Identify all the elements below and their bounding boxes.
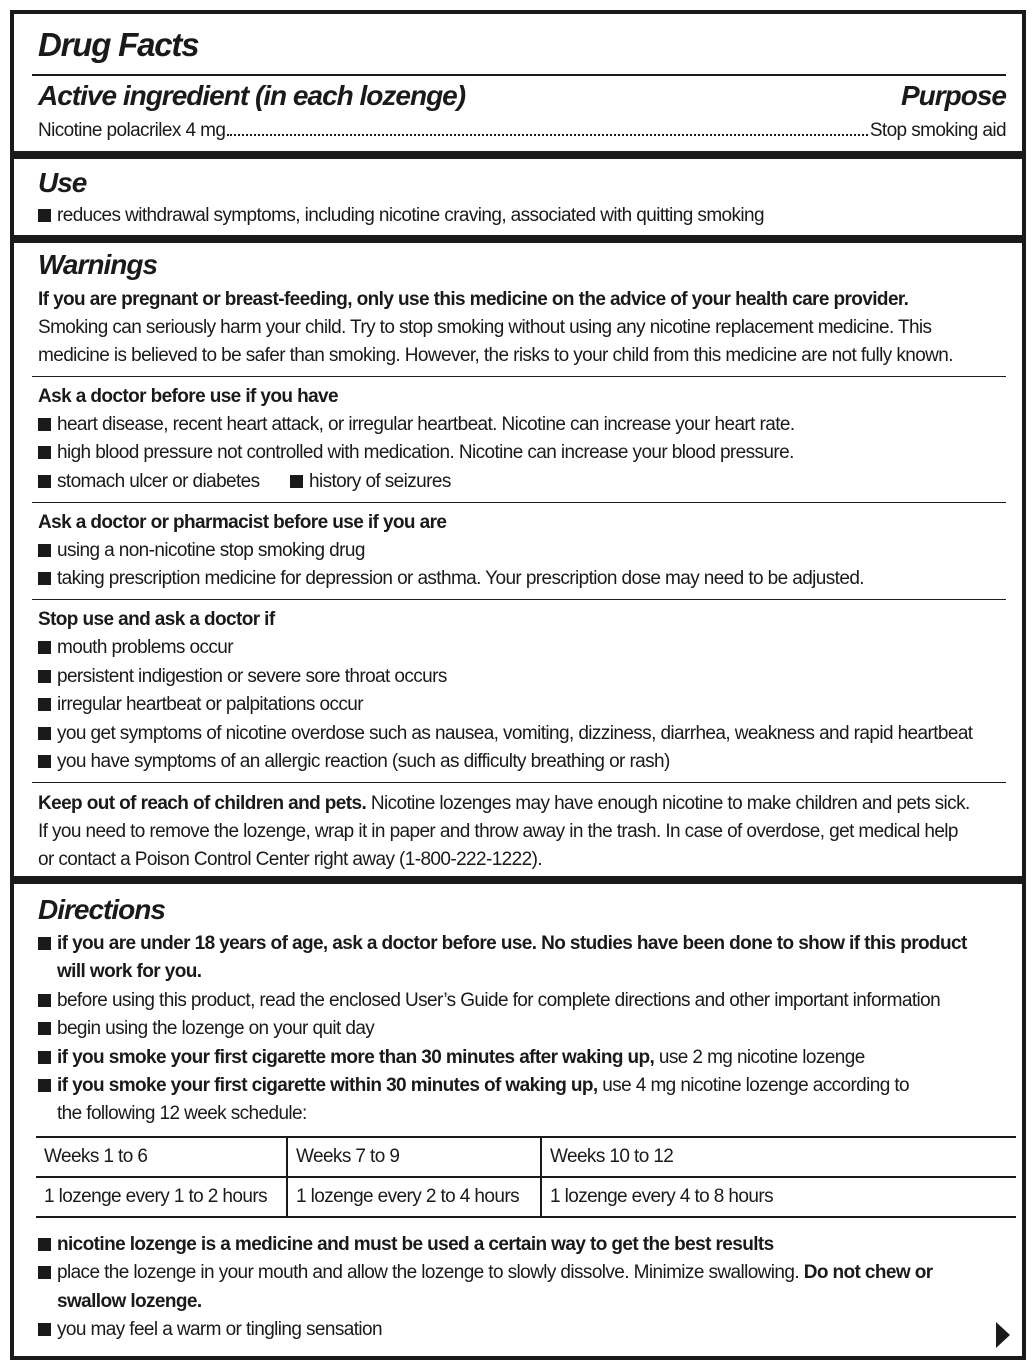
purpose-heading: Purpose (900, 80, 1006, 111)
bullet-square-icon (38, 1051, 51, 1064)
ask-pharmacist-heading: Ask a doctor or pharmacist before use if you are (38, 512, 447, 533)
pregnancy-warning-text: medicine is believed to be safer than smoking. However, the risks to your child from this medicine are not fully known. (38, 345, 953, 366)
pregnancy-warning-bold: If you are pregnant or breast-feeding, only use this medicine on the advice of your health care provider. (38, 289, 909, 310)
continue-arrow-icon (996, 1322, 1010, 1348)
list-item: mouth problems occur (38, 637, 1006, 659)
bullet-square-icon (38, 418, 51, 431)
bullet-square-icon (38, 994, 51, 1007)
bullet-square-icon (38, 1022, 51, 1035)
divider (32, 599, 1006, 600)
list-item: irregular heartbeat or palpitations occur (38, 694, 1006, 716)
keep-out-text: If you need to remove the lozenge, wrap it in paper and throw away in the trash. In case of overdose, get medical help (38, 821, 958, 842)
divider (32, 502, 1006, 503)
bullet-square-icon (38, 1238, 51, 1251)
list-item: persistent indigestion or severe sore throat occurs (38, 666, 1006, 688)
table-header-cell: Weeks 7 to 9 (287, 1137, 541, 1177)
warnings-heading: Warnings (38, 249, 158, 280)
bullet-square-icon (38, 446, 51, 459)
stop-use-heading: Stop use and ask a doctor if (38, 609, 275, 630)
bullet-square-icon (38, 937, 51, 950)
keep-out-text: or contact a Poison Control Center right away (1-800-222-1222). (38, 849, 542, 870)
table-header-cell: Weeks 1 to 6 (36, 1137, 287, 1177)
list-item: begin using the lozenge on your quit day (38, 1018, 1006, 1040)
table-cell: 1 lozenge every 1 to 2 hours (36, 1177, 287, 1217)
bullet-square-icon (38, 1079, 51, 1092)
use-item: reduces withdrawal symptoms, including nicotine craving, associated with quitting smoking (38, 205, 1006, 227)
drug-facts-label (10, 10, 1026, 1360)
list-item: place the lozenge in your mouth and allow the lozenge to slowly dissolve. Minimize swallowing. Do not chew or (38, 1262, 1006, 1284)
bullet-square-icon (38, 475, 51, 488)
list-item: high blood pressure not controlled with medication. Nicotine can increase your blood pressure. (38, 442, 1006, 464)
table-row (36, 1137, 1016, 1177)
list-item: heart disease, recent heart attack, or irregular heartbeat. Nicotine can increase your heart rate. (38, 414, 1006, 436)
bullet-square-icon (38, 544, 51, 557)
list-item: history of seizures (290, 471, 1006, 493)
dot-leader (227, 120, 868, 136)
bullet-square-icon (38, 641, 51, 654)
list-item-continued: the following 12 week schedule: (57, 1103, 307, 1124)
bullet-square-icon (38, 572, 51, 585)
ingredient-row (38, 120, 1006, 142)
ingredient-purpose: Stop smoking aid (869, 120, 1006, 141)
list-item: you may feel a warm or tingling sensation (38, 1319, 1006, 1341)
bullet-square-icon (38, 698, 51, 711)
pregnancy-warning-text: Smoking can seriously harm your child. Try to stop smoking without using any nicotine replacement medicine. This (38, 317, 932, 338)
list-item: before using this product, read the enclosed User’s Guide for complete directions and other important information (38, 990, 1006, 1012)
bullet-square-icon (290, 475, 303, 488)
ingredient-name: Nicotine polacrilex 4 mg (38, 120, 226, 141)
keep-out-of-reach: Keep out of reach of children and pets. Nicotine lozenges may have enough nicotine to make children and pets sick. (38, 793, 970, 814)
table-header-cell: Weeks 10 to 12 (541, 1137, 1016, 1177)
divider (32, 376, 1006, 377)
bullet-square-icon (38, 1323, 51, 1336)
bullet-square-icon (38, 727, 51, 740)
bullet-square-icon (38, 209, 51, 222)
bullet-square-icon (38, 755, 51, 768)
list-item: using a non-nicotine stop smoking drug (38, 540, 1006, 562)
use-heading: Use (38, 167, 87, 198)
divider (32, 74, 1006, 76)
ask-doctor-heading: Ask a doctor before use if you have (38, 386, 338, 407)
list-item: you get symptoms of nicotine overdose such as nausea, vomiting, dizziness, diarrhea, weakness and rapid heartbeat (38, 723, 1006, 745)
list-item: stomach ulcer or diabetes (38, 471, 1006, 493)
active-ingredient-panel (14, 14, 1022, 151)
list-item: you have symptoms of an allergic reaction (such as difficulty breathing or rash) (38, 751, 1006, 773)
dosing-schedule-table (36, 1136, 1016, 1218)
list-item-continued: swallow lozenge. (57, 1291, 202, 1312)
directions-panel (14, 884, 1022, 1356)
directions-heading: Directions (38, 894, 165, 925)
page-title: Drug Facts (38, 26, 199, 63)
divider (32, 782, 1006, 783)
use-panel (14, 159, 1022, 235)
table-row (36, 1177, 1016, 1217)
warnings-panel (14, 243, 1022, 876)
list-item: if you are under 18 years of age, ask a doctor before use. No studies have been done to show if this product (38, 933, 1006, 955)
list-item: if you smoke your first cigarette more than 30 minutes after waking up, use 2 mg nicotine lozenge (38, 1047, 1006, 1069)
list-item: taking prescription medicine for depression or asthma. Your prescription dose may need to be adjusted. (38, 568, 1006, 590)
table-cell: 1 lozenge every 2 to 4 hours (287, 1177, 541, 1217)
bullet-square-icon (38, 1266, 51, 1279)
list-item: if you smoke your first cigarette within 30 minutes of waking up, use 4 mg nicotine lozenge according to (38, 1075, 1006, 1097)
bullet-square-icon (38, 670, 51, 683)
list-item-continued: will work for you. (57, 961, 202, 982)
list-item: nicotine lozenge is a medicine and must be used a certain way to get the best results (38, 1234, 1006, 1256)
table-cell: 1 lozenge every 4 to 8 hours (541, 1177, 1016, 1217)
active-ingredient-heading: Active ingredient (in each lozenge) (38, 80, 466, 111)
